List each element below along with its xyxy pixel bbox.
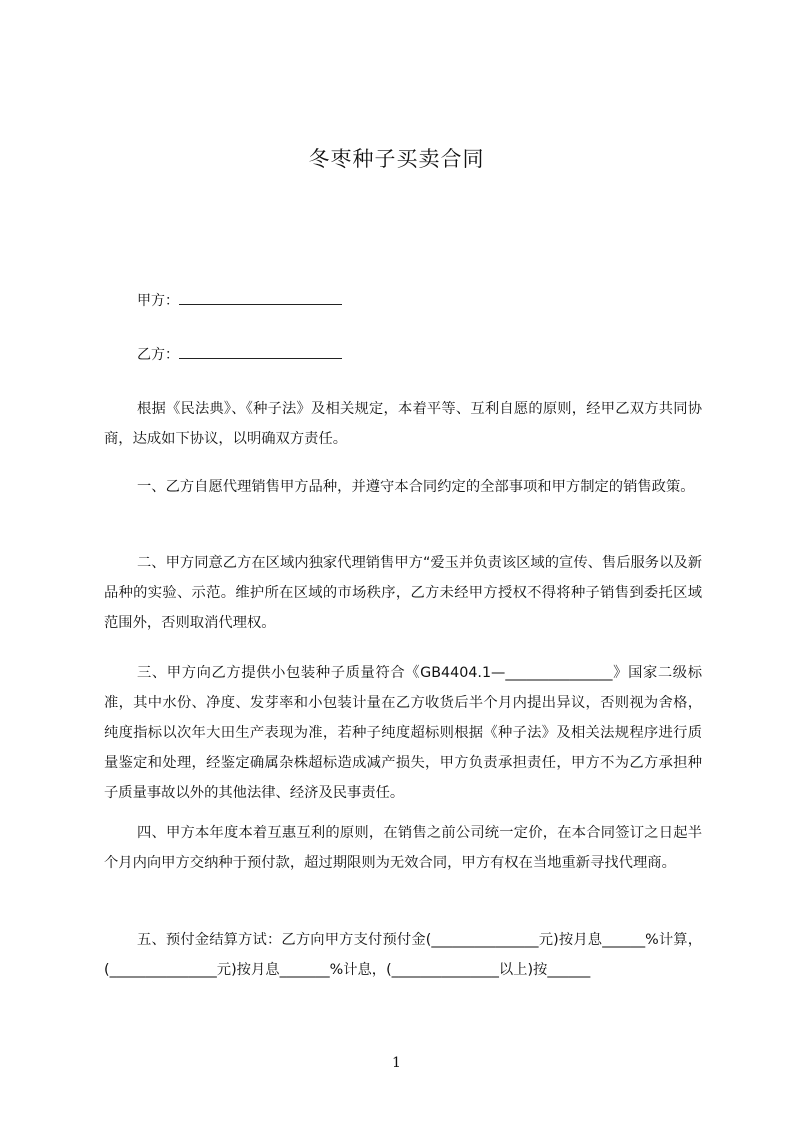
paragraph-clause-3: 三、甲方向乙方提供小包装种子质量符合《GB4404.1—_______________》国家二级标准，其中水份、净度、发芽率和小包装计量在乙方收货后半个月内提出异议，否则视为舍格，纯度指标以次年大田生产表现为准，若种子纯度超标则根据《种子法》及相关法规程序进行质量鉴定和处理，经鉴定确属杂株超标造成减产损失，甲方负责承担责任，甲方不为乙方承担种子质量事故以外的其他法律、经济及民事责任。 <box>104 665 702 801</box>
document-title: 冬枣种子买卖合同 <box>308 147 485 171</box>
paragraph-clause-2: 二、甲方同意乙方在区域内独家代理销售甲方“爱玉并负责该区域的宣传、售后服务以及新品种的实验、示范。维护所在区域的市场秩序，乙方未经甲方授权不得将种子销售到委托区域范围外，否则取消代理权。 <box>104 555 702 631</box>
paragraph-clause-4: 四、甲方本年度本着互惠互利的原则，在销售之前公司统一定价，在本合同签订之日起半个月内向甲方交纳种于预付款，超过期限则为无效合同，甲方有权在当地重新寻找代理商。 <box>104 825 702 871</box>
paragraph-clause-1: 一、乙方自愿代理销售甲方品种，并遵守本合同约定的全部事项和甲方制定的销售政策。 <box>137 479 695 495</box>
party-a-blank <box>179 291 342 305</box>
party-a-line <box>137 291 342 311</box>
party-b-label: 乙方： <box>137 347 179 363</box>
page-number: 1 <box>392 1055 401 1071</box>
paragraph-clause-5: 五、预付金结算方试：乙方向甲方支付预付金(_______________元)按月息______%计算，(_______________元)按月息_______%计息，(_______________以上)按______ <box>104 932 702 978</box>
party-b-line <box>137 345 342 365</box>
paragraph-preamble: 根据《民法典》、《种子法》及相关规定，本着平等、互利自愿的原则，经甲乙双方共同协商，达成如下协议，以明确双方责任。 <box>104 401 702 447</box>
party-b-blank <box>179 345 342 359</box>
party-a-label: 甲方： <box>137 293 179 309</box>
